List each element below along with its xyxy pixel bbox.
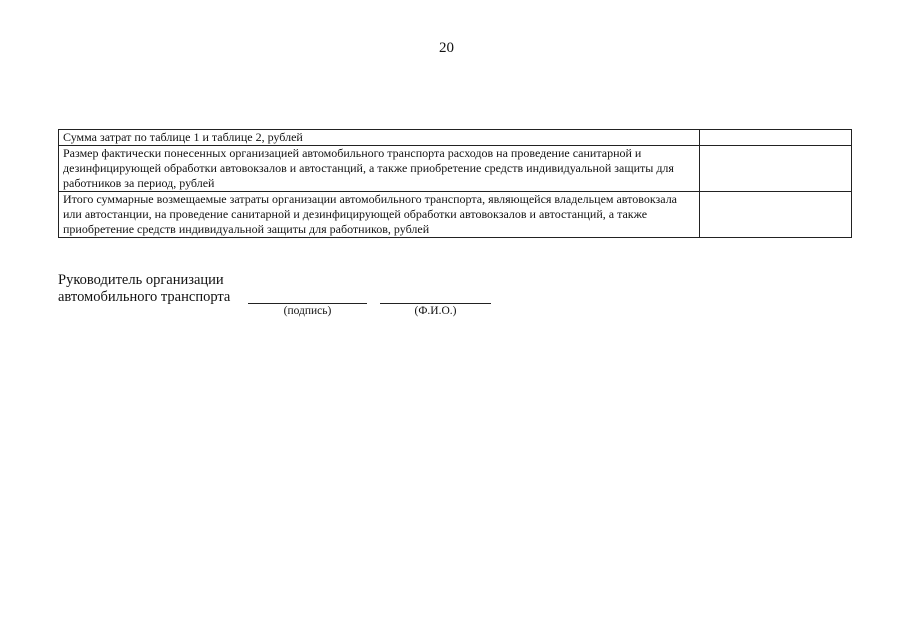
head-title-line2: автомобильного транспорта <box>58 289 231 305</box>
row-value <box>700 192 852 238</box>
table-row <box>59 192 852 238</box>
full-name-line <box>380 303 491 304</box>
row-value <box>700 146 852 192</box>
signature-caption: (подпись) <box>283 305 332 317</box>
row-label: Сумма затрат по таблице 1 и таблице 2, рублей <box>59 130 700 146</box>
full-name-caption: (Ф.И.О.) <box>414 305 457 317</box>
signature-line <box>248 303 367 304</box>
row-value <box>700 130 852 146</box>
row-label: Размер фактически понесенных организацией автомобильного транспорта расходов на проведение санитарной и дезинфицирующей обработки автовокзалов и автостанций, а также приобретение средств индивидуальной защиты для работников за период, рублей <box>59 146 700 192</box>
page-number: 20 <box>439 40 454 56</box>
signature-block <box>58 272 558 322</box>
costs-summary-table <box>58 129 852 238</box>
table-row <box>59 130 852 146</box>
head-title-line1: Руководитель организации <box>58 272 224 288</box>
table-row <box>59 146 852 192</box>
row-label: Итого суммарные возмещаемые затраты организации автомобильного транспорта, являющейся владельцем автовокзала или автостанции, на проведение санитарной и дезинфицирующей обработки автовокзалов и автостанций, а также приобретение средств индивидуальной защиты для работников, рублей <box>59 192 700 238</box>
